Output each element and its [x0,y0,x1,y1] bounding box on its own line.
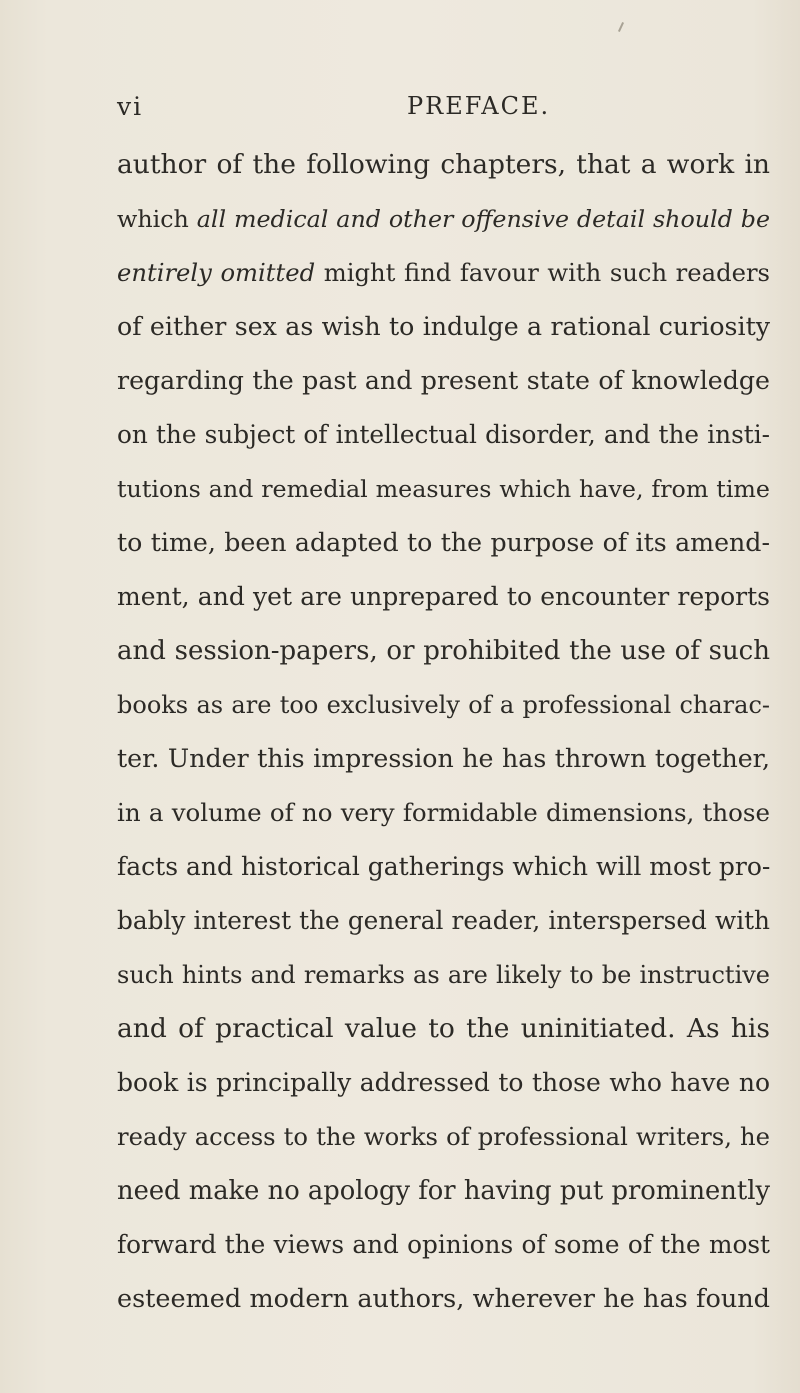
running-head [117,92,770,132]
text-line: ready access to the works of professional writers, he [117,1122,770,1151]
text-line: books as are too exclusively of a professional charac- [117,691,770,719]
text-line: bably interest the general reader, interspersed with [117,906,770,935]
text-line: in a volume of no very formidable dimensions, those [117,798,770,827]
text-line: which all medical and other offensive detail should be [117,205,770,233]
text-line: and session-papers, or prohibited the use of such [117,636,770,666]
ink-mark [618,22,624,32]
text-line: entirely omitted might find favour with such readers [117,258,770,287]
text-line: ter. Under this impression he has thrown together, [117,744,770,773]
text-line: regarding the past and present state of knowledge [117,366,770,395]
body-text [117,138,770,1326]
text-line: on the subject of intellectual disorder, and the insti- [117,420,770,449]
text-line: book is principally addressed to those who have no [117,1068,770,1097]
text-line: to time, been adapted to the purpose of its amend- [117,528,770,557]
italic-phrase: all medical and other offensive detail should be [196,205,770,233]
text-line: author of the following chapters, that a work in [117,149,770,180]
text-line: esteemed modern authors, wherever he has found [117,1284,770,1314]
italic-phrase: entirely omitted [117,258,316,287]
text-line: tutions and remedial measures which have, from time [117,475,770,503]
text-line: and of practical value to the uninitiated. As his [117,1013,770,1044]
text-line: ment, and yet are unprepared to encounter reports [117,582,770,611]
text-line: forward the views and opinions of some of the most [117,1230,770,1259]
text-line: facts and historical gatherings which will most pro- [117,852,771,881]
text-line: of either sex as wish to indulge a rational curiosity [117,312,770,341]
text-line: need make no apology for having put prominently [117,1176,770,1206]
text-line: such hints and remarks as are likely to be instructive [117,961,770,989]
running-title: PREFACE. [407,92,551,120]
page-number: vi [117,92,144,121]
